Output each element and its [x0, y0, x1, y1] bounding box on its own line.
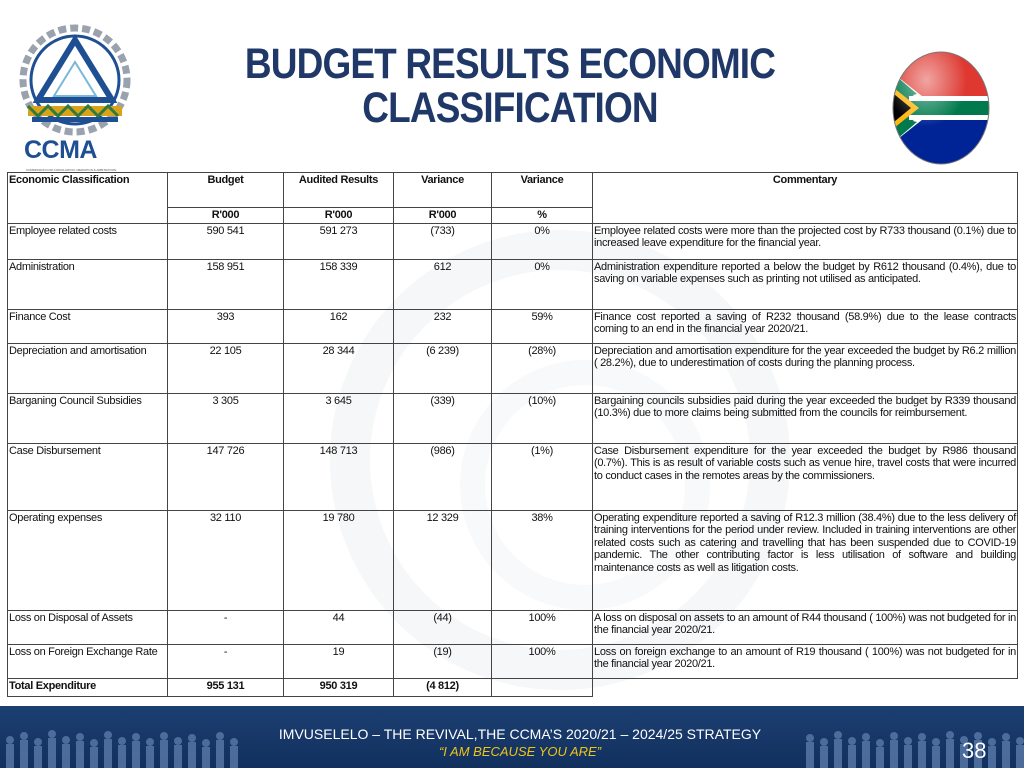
total-label: Total Expenditure	[8, 678, 168, 696]
row-commentary: Depreciation and amortisation expenditure for the year exceeded the budget by R6.2 million ( 28.2%), due to underestimation of costs during the planning process.	[593, 343, 1018, 393]
table-row	[8, 309, 1018, 343]
row-audited: 19 780	[284, 510, 394, 610]
row-variance-pct: (10%)	[492, 393, 593, 443]
crowd-silhouette-icon	[0, 706, 240, 768]
total-commentary-empty	[593, 678, 1018, 696]
header-variance-pct: Variance	[492, 173, 593, 208]
row-classification: Administration	[8, 259, 168, 309]
table-row	[8, 443, 1018, 510]
row-classification: Finance Cost	[8, 309, 168, 343]
total-budget: 955 131	[168, 678, 284, 696]
table-row	[8, 510, 1018, 610]
row-classification: Operating expenses	[8, 510, 168, 610]
unit-budget: R'000	[168, 208, 284, 224]
row-classification: Loss on Disposal of Assets	[8, 610, 168, 644]
header-audited-results: Audited Results	[284, 173, 394, 208]
row-variance: 232	[394, 309, 492, 343]
row-audited: 591 273	[284, 223, 394, 259]
row-variance-pct: (28%)	[492, 343, 593, 393]
unit-variance: R'000	[394, 208, 492, 224]
unit-variance-pct: %	[492, 208, 593, 224]
row-variance: (6 239)	[394, 343, 492, 393]
footer-quote-text: “I AM BECAUSE YOU ARE”	[438, 744, 602, 759]
row-audited: 19	[284, 644, 394, 678]
row-budget: 393	[168, 309, 284, 343]
table-row	[8, 610, 1018, 644]
row-commentary: A loss on disposal on assets to an amount of R44 thousand ( 100%) was not budgeted for in the financial year 2020/21.	[593, 610, 1018, 644]
row-audited: 148 713	[284, 443, 394, 510]
row-variance-pct: 100%	[492, 610, 593, 644]
row-classification: Loss on Foreign Exchange Rate	[8, 644, 168, 678]
row-audited: 158 339	[284, 259, 394, 309]
row-variance-pct: 0%	[492, 223, 593, 259]
row-budget: 32 110	[168, 510, 284, 610]
row-audited: 162	[284, 309, 394, 343]
row-variance: (986)	[394, 443, 492, 510]
row-variance-pct: (1%)	[492, 443, 593, 510]
row-commentary: Administration expenditure reported a below the budget by R612 thousand (0.4%), due to saving on variable expenses such as printing not utilised as anticipated.	[593, 259, 1018, 309]
total-variance-pct-empty	[492, 678, 593, 696]
row-variance-pct: 59%	[492, 309, 593, 343]
row-variance: 612	[394, 259, 492, 309]
row-budget: 147 726	[168, 443, 284, 510]
unit-audited-results: R'000	[284, 208, 394, 224]
footer-banner	[0, 706, 1024, 768]
page-number: 38	[962, 738, 987, 763]
row-commentary: Finance cost reported a saving of R232 thousand (58.9%) due to the lease contracts coming to an end in the financial year 2020/21.	[593, 309, 1018, 343]
row-commentary: Case Disbursement expenditure for the year exceeded the budget by R986 thousand (0.7%). This is as result of variable costs such as venue hire, travel costs that were incurred to conduct cases in the remotes areas by the commissioners.	[593, 443, 1018, 510]
south-africa-flag-icon	[889, 50, 993, 170]
title-line-1: BUDGET RESULTS ECONOMIC	[244, 40, 776, 88]
row-variance: (733)	[394, 223, 492, 259]
row-commentary: Operating expenditure reported a saving of R12.3 million (38.4%) due to the less delivery of training interventions for the period under review. Included in training interventions are other related costs such as catering and travelling that has been suspended due to COVID-19 pandemic. The other contributing factor is less utilisation of software and building maintenance costs as well as litigation costs.	[593, 510, 1018, 610]
table-total-row	[8, 678, 1018, 696]
row-classification: Employee related costs	[8, 223, 168, 259]
row-variance: 12 329	[394, 510, 492, 610]
header-budget: Budget	[168, 173, 284, 208]
row-budget: -	[168, 644, 284, 678]
table-row	[8, 393, 1018, 443]
row-variance: (339)	[394, 393, 492, 443]
row-classification: Depreciation and amortisation	[8, 343, 168, 393]
footer-strategy-text: IMVUSELELO – THE REVIVAL,THE CCMA’S 2020/21 – 2024/25 STRATEGY	[278, 726, 762, 742]
budget-table	[7, 172, 1018, 697]
header-economic-classification: Economic Classification	[8, 173, 168, 224]
row-variance-pct: 0%	[492, 259, 593, 309]
table-row	[8, 259, 1018, 309]
row-variance-pct: 38%	[492, 510, 593, 610]
total-audited: 950 319	[284, 678, 394, 696]
total-variance: (4 812)	[394, 678, 492, 696]
row-commentary: Loss on foreign exchange to an amount of R19 thousand ( 100%) was not budgeted for in the financial year 2020/21.	[593, 644, 1018, 678]
table-header-row	[8, 173, 1018, 208]
row-classification: Case Disbursement	[8, 443, 168, 510]
row-budget: 158 951	[168, 259, 284, 309]
row-budget: 590 541	[168, 223, 284, 259]
row-commentary: Employee related costs were more than the projected cost by R733 thousand (0.1%) due to increased leave expenditure for the financial year.	[593, 223, 1018, 259]
crowd-silhouette-icon	[800, 706, 1024, 768]
row-variance: (19)	[394, 644, 492, 678]
logo-subtext: COMMISSION FOR CONCILIATION, MEDIATION & ARBITRATION	[26, 168, 117, 172]
table-row	[8, 223, 1018, 259]
row-classification: Barganing Council Subsidies	[8, 393, 168, 443]
row-variance: (44)	[394, 610, 492, 644]
row-budget: 22 105	[168, 343, 284, 393]
title-line-2: CLASSIFICATION	[362, 84, 658, 132]
slide-title	[226, 42, 794, 130]
table-row	[8, 343, 1018, 393]
row-variance-pct: 100%	[492, 644, 593, 678]
row-budget: -	[168, 610, 284, 644]
row-commentary: Bargaining councils subsidies paid during the year exceeded the budget by R339 thousand (10.3%) due to more claims being submitted from the councils for reimbursement.	[593, 393, 1018, 443]
table-row	[8, 644, 1018, 678]
header-variance: Variance	[394, 173, 492, 208]
header-commentary: Commentary	[593, 173, 1018, 224]
row-audited: 3 645	[284, 393, 394, 443]
row-audited: 44	[284, 610, 394, 644]
logo-wordmark: CCMA	[24, 136, 97, 164]
row-audited: 28 344	[284, 343, 394, 393]
row-budget: 3 305	[168, 393, 284, 443]
